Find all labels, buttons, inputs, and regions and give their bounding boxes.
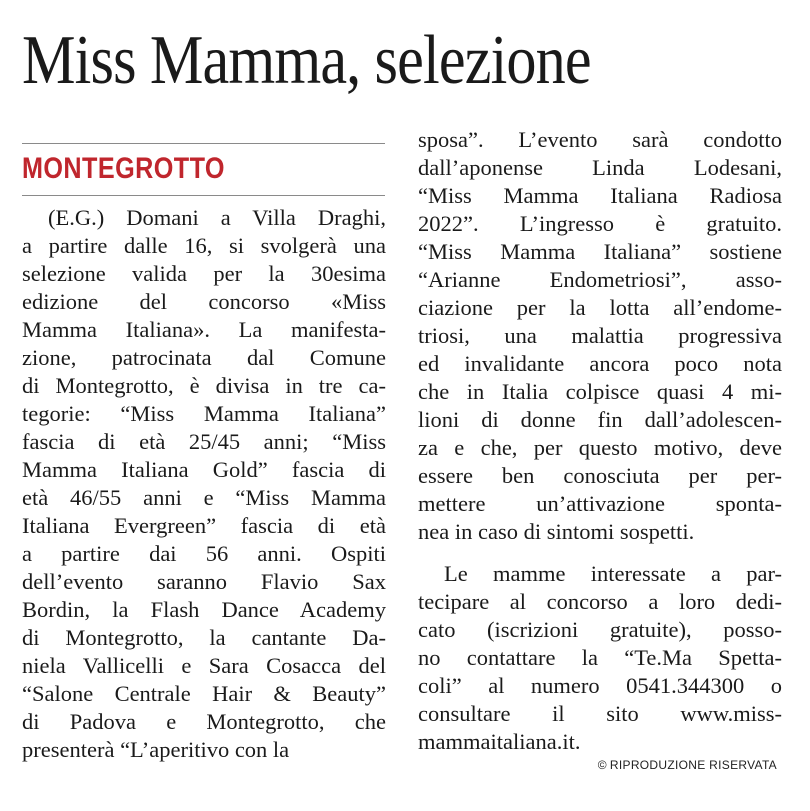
text-line: essere ben conosciuta per per- [418, 463, 782, 488]
headline: Miss Mamma, selezione [22, 22, 591, 99]
text-line: Mamma Italiana». La manifesta- [22, 317, 386, 342]
kicker-top-rule [22, 143, 385, 144]
text-line: selezione valida per la 30esima [22, 261, 386, 286]
text-line: a partire dai 56 anni. Ospiti [22, 541, 386, 566]
text-line: Italiana Evergreen” fascia di età [22, 513, 386, 538]
text-line: Mamma Italiana Gold” fascia di [22, 457, 386, 482]
text-line: edizione del concorso «Miss [22, 289, 386, 314]
text-line: consultare il sito www.miss- [418, 701, 782, 726]
text-line: Bordin, la Flash Dance Academy [22, 597, 386, 622]
copyright-notice [598, 757, 777, 773]
text-line: “Arianne Endometriosi”, asso- [418, 267, 782, 292]
text-line: coli” al numero 0541.344300 o [418, 673, 782, 698]
text-line: dall’aponense Linda Lodesani, [418, 155, 782, 180]
paragraph-1-continued [418, 126, 782, 546]
text-line: sposa”. L’evento sarà condotto [418, 127, 782, 152]
text-line: fascia di età 25/45 anni; “Miss [22, 429, 386, 454]
text-line: ciazione per la lotta all’endome- [418, 295, 782, 320]
text-line: di Montegrotto, è divisa in tre ca- [22, 373, 386, 398]
text-line: mammaitaliana.it. [418, 729, 581, 754]
text-line: di Padova e Montegrotto, che [22, 709, 386, 734]
text-line: Le mamme interessate a par- [444, 561, 782, 586]
copyright-text: RIPRODUZIONE RISERVATA [609, 758, 777, 772]
text-line: dell’evento saranno Flavio Sax [22, 569, 386, 594]
text-line: “Miss Mamma Italiana Radiosa [418, 183, 782, 208]
text-line: zione, patrocinata dal Comune [22, 345, 386, 370]
text-line: tecipare al concorso a loro dedi- [418, 589, 782, 614]
paragraph-2 [418, 560, 782, 756]
text-line: “Miss Mamma Italiana” sostiene [418, 239, 782, 264]
text-line: età 46/55 anni e “Miss Mamma [22, 485, 386, 510]
text-line: (E.G.) Domani a Villa Draghi, [48, 205, 386, 230]
text-line: no contattare la “Te.Ma Spetta- [418, 645, 782, 670]
text-line: mettere un’attivazione sponta- [418, 491, 782, 516]
text-line: di Montegrotto, la cantante Da- [22, 625, 386, 650]
text-line: 2022”. L’ingresso è gratuito. [418, 211, 782, 236]
text-line: cato (iscrizioni gratuite), posso- [418, 617, 782, 642]
text-line: ed invalidante ancora poco nota [418, 351, 782, 376]
text-line: che in Italia colpisce quasi 4 mi- [418, 379, 782, 404]
text-line: triosi, una malattia progressiva [418, 323, 782, 348]
text-line: a partire dalle 16, si svolgerà una [22, 233, 386, 258]
text-line: tegorie: “Miss Mamma Italiana” [22, 401, 386, 426]
kicker-bottom-rule [22, 195, 385, 196]
location-kicker: MONTEGROTTO [22, 152, 225, 185]
text-line: lioni di donne fin dall’adolescen- [418, 407, 782, 432]
text-line: “Salone Centrale Hair & Beauty” [22, 681, 386, 706]
article-column-left [22, 204, 386, 764]
copyright-symbol: © [597, 758, 607, 772]
text-line: niela Vallicelli e Sara Cosacca del [22, 653, 386, 678]
article-column-right [418, 126, 782, 756]
text-line: presenterà “L’aperitivo con la [22, 737, 290, 762]
text-line: za e che, per questo motivo, deve [418, 435, 782, 460]
text-line: nea in caso di sintomi sospetti. [418, 519, 695, 544]
